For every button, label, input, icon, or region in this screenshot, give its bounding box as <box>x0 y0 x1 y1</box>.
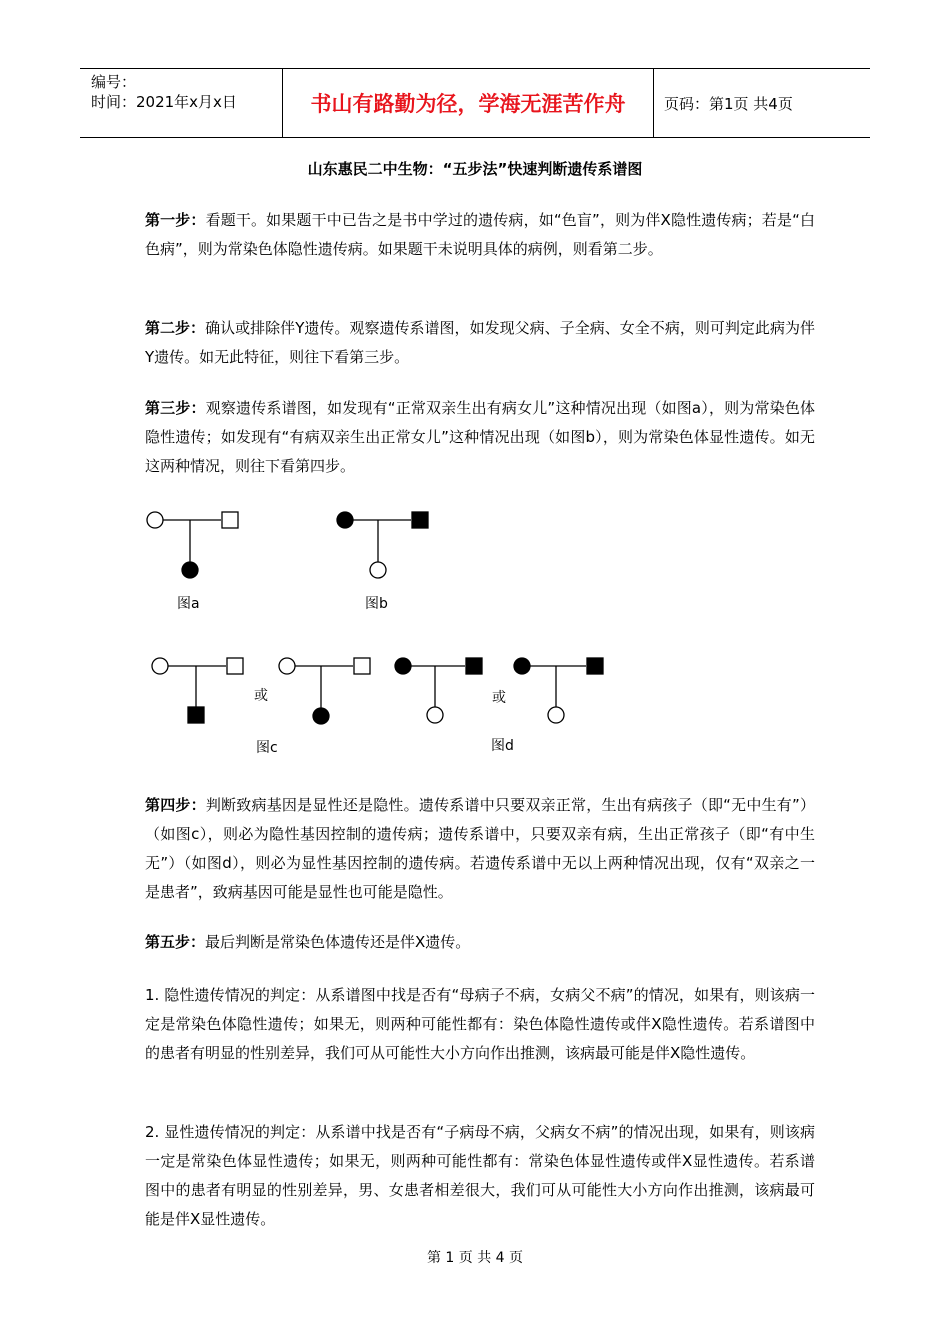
step1-text: 看题干。如果题干中已告之是书中学过的遗传病，如“色盲”，则为伴X隐性遗传病；若是“白色病”，则为常染色体隐性遗传病。如果题干未说明具体的病例，则看第二步。 <box>145 211 815 258</box>
normal-mother-symbol <box>147 512 163 528</box>
normal-mother-symbol <box>279 658 295 674</box>
step1-heading: 第一步： <box>145 211 206 229</box>
figure-d-label: 图d <box>491 738 514 754</box>
figure-a-label: 图a <box>177 596 200 612</box>
affected-father-symbol <box>466 658 482 674</box>
pedigree-figure-c-left <box>152 658 243 723</box>
normal-daughter-symbol <box>548 707 564 723</box>
normal-father-symbol <box>354 658 370 674</box>
normal-daughter-symbol <box>427 707 443 723</box>
pedigree-figure-b <box>337 512 428 578</box>
or-label-d: 或 <box>492 690 506 706</box>
step2-text: 确认或排除伴Y遗传。观察遗传系谱图，如发现父病、子全病、女全不病，则可判定此病为伴Y遗传。如无此特征，则往下看第三步。 <box>145 319 815 366</box>
affected-mother-symbol <box>395 658 411 674</box>
affected-father-symbol <box>412 512 428 528</box>
pedigree-figure-c-right <box>279 658 370 724</box>
affected-father-symbol <box>587 658 603 674</box>
step4-heading: 第四步： <box>145 796 206 814</box>
affected-daughter-symbol <box>313 708 329 724</box>
header-page-info: 页码：第1页 共4页 <box>664 94 793 113</box>
figure-b-label: 图b <box>365 596 388 612</box>
pedigree-figure-a <box>147 512 238 578</box>
step4-paragraph <box>145 791 815 907</box>
step3-heading: 第三步： <box>145 399 206 417</box>
normal-daughter-symbol <box>370 562 386 578</box>
or-label-c: 或 <box>254 688 268 704</box>
step4-text: 判断致病基因是显性还是隐性。遗传系谱中只要双亲正常，生出有病孩子（即“无中生有”）（如图c），则必为隐性基因控制的遗传病；遗传系谱中，只要双亲有病，生出正常孩子（即“有中生无”）（如图d），则必为显性基因控制的遗传病。若遗传系谱中无以上两种情况出现，仅有“双亲之一是患者”，致病基因可能是显性也可能是隐性。 <box>145 796 815 901</box>
pedigree-figure-d-right <box>514 658 603 723</box>
pedigree-figure-d-left <box>395 658 482 723</box>
document-title: 山东惠民二中生物：“五步法”快速判断遗传系谱图 <box>307 160 643 178</box>
step2-heading: 第二步： <box>145 319 206 337</box>
affected-mother-symbol <box>514 658 530 674</box>
normal-mother-symbol <box>152 658 168 674</box>
affected-daughter-symbol <box>182 562 198 578</box>
step5-text: 最后判断是常染色体遗传还是伴X遗传。 <box>205 933 471 951</box>
normal-father-symbol <box>227 658 243 674</box>
time-label: 时间：2021年x月x日 <box>91 93 237 111</box>
step5-heading: 第五步： <box>145 933 206 951</box>
number-label: 编号： <box>91 73 137 91</box>
point2-paragraph: 2. 显性遗传情况的判定：从系谱中找是否有“子病母不病，父病女不病”的情况出现，如果有，则该病一定是常染色体显性遗传；如果无，则两种可能性都有：常染色体显性遗传或伴X显性遗传。若系谱图中的患者有明显的性别差异，男、女患者相差很大，我们可从可能性大小方向作出推测，该病最可能是伴X显性遗传。 <box>145 1123 815 1228</box>
figure-c-label: 图c <box>256 740 278 756</box>
step5-paragraph <box>145 928 815 957</box>
affected-son-symbol <box>188 707 204 723</box>
page-footer: 第 1 页 共 4 页 <box>426 1250 524 1266</box>
point1-paragraph: 1. 隐性遗传情况的判定：从系谱图中找是否有“母病子不病，女病父不病”的情况，如果有，则该病一定是常染色体隐性遗传；如果无，则两种可能性都有：染色体隐性遗传或伴X隐性遗传。若系谱图中的患者有明显的性别差异，我们可从可能性大小方向作出推测，该病最可能是伴X隐性遗传。 <box>145 986 815 1062</box>
step3-text: 观察遗传系谱图，如发现有“正常双亲生出有病女儿”这种情况出现（如图a），则为常染色体隐性遗传；如发现有“有病双亲生出正常女儿”这种情况出现（如图b），则为常染色体显性遗传。如无这两种情况，则往下看第四步。 <box>145 399 815 475</box>
normal-father-symbol <box>222 512 238 528</box>
header-motto: 书山有路勤为径，学海无涯苦作舟 <box>282 69 654 137</box>
affected-mother-symbol <box>337 512 353 528</box>
